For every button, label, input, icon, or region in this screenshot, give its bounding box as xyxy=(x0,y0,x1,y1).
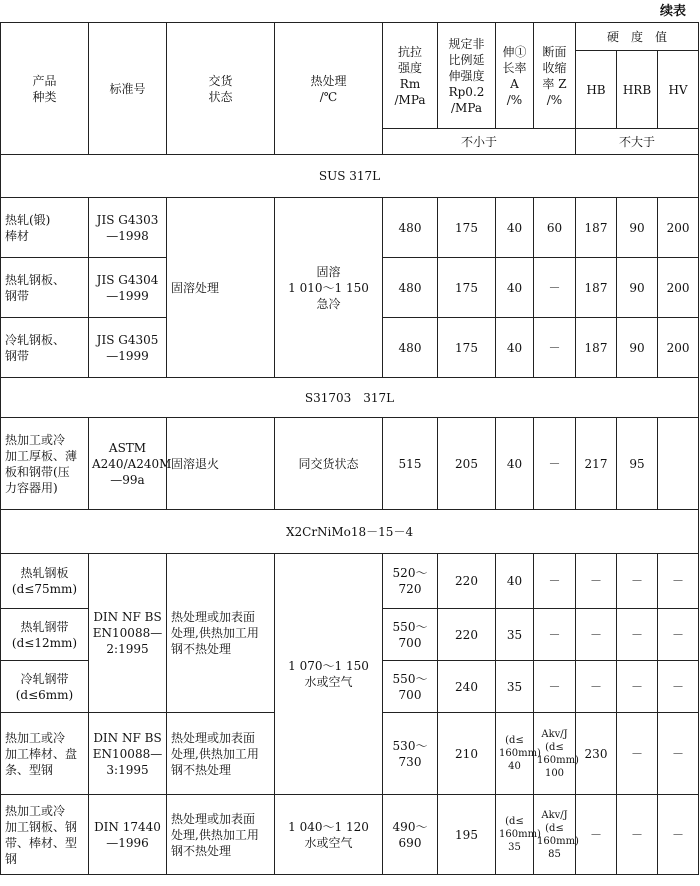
value-cell: － xyxy=(534,418,576,510)
value-cell: 175 xyxy=(438,198,496,258)
standard-cell: DIN 17440 —1996 xyxy=(89,795,167,875)
value-cell: 530～ 730 xyxy=(383,713,438,795)
value-cell: 175 xyxy=(438,258,496,318)
value-cell: 40 xyxy=(496,198,534,258)
header-elong: 伸① 长率 A /% xyxy=(496,23,534,129)
value-cell: (d≤ 160mm) 40 xyxy=(496,713,534,795)
value-cell: (d≤ 160mm) 35 xyxy=(496,795,534,875)
value-cell: Akv/J (d≤ 160mm) 85 xyxy=(534,795,576,875)
value-cell: 35 xyxy=(496,661,534,713)
value-cell: － xyxy=(617,554,658,609)
value-cell: － xyxy=(617,713,658,795)
value-cell: Akv/J (d≤ 160mm) 100 xyxy=(534,713,576,795)
header-product: 产品 种类 xyxy=(1,23,89,155)
value-cell: 230 xyxy=(576,713,617,795)
value-cell: 240 xyxy=(438,661,496,713)
value-cell: 90 xyxy=(617,258,658,318)
value-cell: 40 xyxy=(496,318,534,378)
value-cell: 187 xyxy=(576,258,617,318)
value-cell: 90 xyxy=(617,318,658,378)
section-sus317l: SUS 317L xyxy=(1,155,699,198)
header-hrb: HRB xyxy=(617,51,658,129)
value-cell: － xyxy=(658,713,699,795)
delivery-cell: 固溶处理 xyxy=(167,198,275,378)
value-cell: 480 xyxy=(383,198,438,258)
value-cell: － xyxy=(534,554,576,609)
header-not-less: 不小于 xyxy=(383,129,576,155)
section-x2crnimo: X2CrNiMo18－15－4 xyxy=(1,510,699,554)
value-cell: 515 xyxy=(383,418,438,510)
value-cell: 550～ 700 xyxy=(383,609,438,661)
heat-cell: 固溶 1 010～1 150 急冷 xyxy=(275,198,383,378)
value-cell: 200 xyxy=(658,258,699,318)
value-cell: 195 xyxy=(438,795,496,875)
value-cell: 187 xyxy=(576,318,617,378)
heat-cell: 1 070～1 150 水或空气 xyxy=(275,554,383,795)
value-cell: － xyxy=(534,661,576,713)
header-reduction: 断面 收缩 率 Z /% xyxy=(534,23,576,129)
header-delivery: 交货 状态 xyxy=(167,23,275,155)
product-cell: 冷轧钢板、 钢带 xyxy=(1,318,89,378)
standard-cell: JIS G4305 —1999 xyxy=(89,318,167,378)
product-cell: 热轧钢板、 钢带 xyxy=(1,258,89,318)
value-cell: 40 xyxy=(496,258,534,318)
header-hardness: 硬 度 值 xyxy=(576,23,699,51)
value-cell: 220 xyxy=(438,554,496,609)
value-cell: 40 xyxy=(496,418,534,510)
value-cell: 205 xyxy=(438,418,496,510)
header-yield: 规定非 比例延 伸强度 Rp0.2 /MPa xyxy=(438,23,496,129)
value-cell: － xyxy=(576,661,617,713)
header-not-more: 不大于 xyxy=(576,129,699,155)
product-cell: 热加工或冷 加工棒材、盘 条、型钢 xyxy=(1,713,89,795)
product-cell: 热加工或冷 加工厚板、薄 板和钢带(压 力容器用) xyxy=(1,418,89,510)
value-cell: 35 xyxy=(496,609,534,661)
value-cell: － xyxy=(617,661,658,713)
product-cell: 热轧(锻) 棒材 xyxy=(1,198,89,258)
value-cell: － xyxy=(617,609,658,661)
header-standard: 标准号 xyxy=(89,23,167,155)
value-cell: 95 xyxy=(617,418,658,510)
value-cell: － xyxy=(658,795,699,875)
product-cell: 热轧钢板 (d≤75mm) xyxy=(1,554,89,609)
value-cell: 220 xyxy=(438,609,496,661)
header-heat: 热处理 /℃ xyxy=(275,23,383,155)
value-cell: 40 xyxy=(496,554,534,609)
steel-properties-table xyxy=(0,22,699,875)
delivery-cell: 热处理或加表面 处理,供热加工用 钢不热处理 xyxy=(167,554,275,713)
value-cell: － xyxy=(658,554,699,609)
standard-cell: ASTM A240/A240M —99a xyxy=(89,418,167,510)
value-cell: 480 xyxy=(383,258,438,318)
heat-cell: 同交货状态 xyxy=(275,418,383,510)
value-cell: 550～ 700 xyxy=(383,661,438,713)
value-cell: 90 xyxy=(617,198,658,258)
value-cell: 175 xyxy=(438,318,496,378)
value-cell xyxy=(658,418,699,510)
value-cell: － xyxy=(576,609,617,661)
header-tensile: 抗拉 强度 Rm /MPa xyxy=(383,23,438,129)
heat-cell: 1 040～1 120 水或空气 xyxy=(275,795,383,875)
value-cell: 200 xyxy=(658,318,699,378)
value-cell: － xyxy=(658,609,699,661)
standard-cell: JIS G4303 —1998 xyxy=(89,198,167,258)
value-cell: 60 xyxy=(534,198,576,258)
standard-cell: DIN NF BS EN10088— 2:1995 xyxy=(89,554,167,713)
product-cell: 冷轧钢带 (d≤6mm) xyxy=(1,661,89,713)
value-cell: － xyxy=(658,661,699,713)
value-cell: 200 xyxy=(658,198,699,258)
value-cell: － xyxy=(534,609,576,661)
value-cell: － xyxy=(534,318,576,378)
delivery-cell: 热处理或加表面 处理,供热加工用 钢不热处理 xyxy=(167,713,275,795)
product-cell: 热加工或冷 加工钢板、钢 带、棒材、型 钢 xyxy=(1,795,89,875)
product-cell: 热轧钢带 (d≤12mm) xyxy=(1,609,89,661)
value-cell: － xyxy=(576,554,617,609)
section-s31703: S31703 317L xyxy=(1,378,699,418)
continued-label: 续表 xyxy=(659,4,686,19)
value-cell: － xyxy=(576,795,617,875)
delivery-cell: 固溶退火 xyxy=(167,418,275,510)
value-cell: 187 xyxy=(576,198,617,258)
value-cell: 210 xyxy=(438,713,496,795)
value-cell: － xyxy=(534,258,576,318)
value-cell: 217 xyxy=(576,418,617,510)
value-cell: － xyxy=(617,795,658,875)
value-cell: 490～ 690 xyxy=(383,795,438,875)
standard-cell: JIS G4304 —1999 xyxy=(89,258,167,318)
header-hb: HB xyxy=(576,51,617,129)
value-cell: 480 xyxy=(383,318,438,378)
standard-cell: DIN NF BS EN10088— 3:1995 xyxy=(89,713,167,795)
value-cell: 520～ 720 xyxy=(383,554,438,609)
header-hv: HV xyxy=(658,51,699,129)
delivery-cell: 热处理或加表面 处理,供热加工用 钢不热处理 xyxy=(167,795,275,875)
